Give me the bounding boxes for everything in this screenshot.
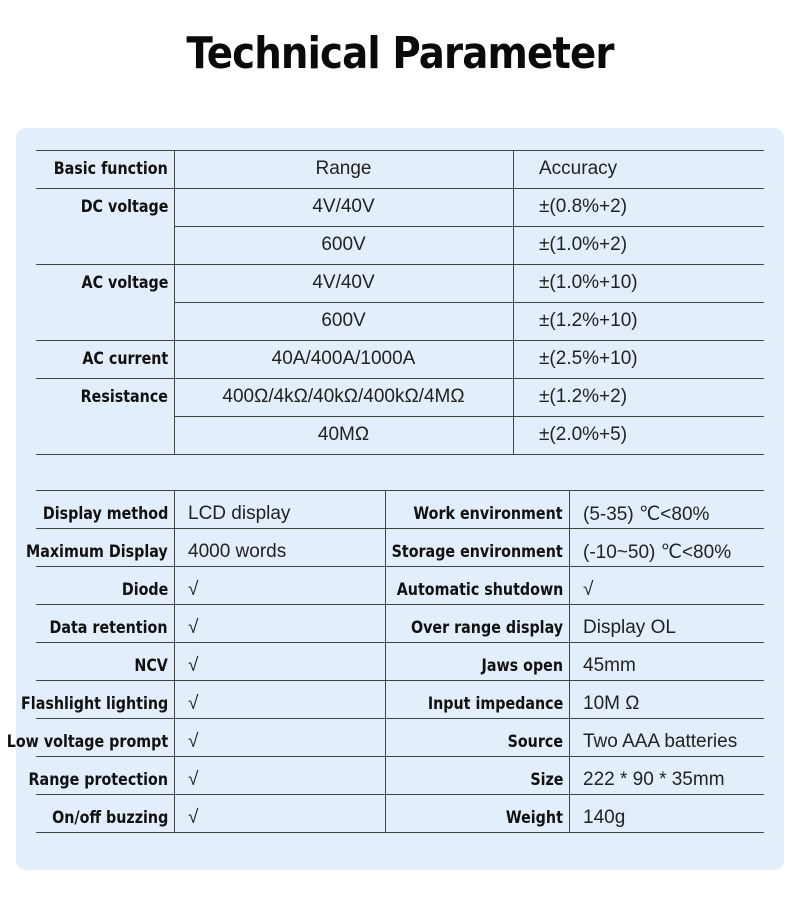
column-divider [569, 490, 570, 832]
spec-label: Jaws open [481, 656, 563, 676]
table-row-divider [174, 302, 764, 303]
table-row-divider [36, 264, 764, 265]
function-label: AC current [82, 349, 168, 369]
spec-label: Flashlight lighting [20, 694, 168, 714]
accuracy-cell: ±(0.8%+2) [539, 196, 628, 217]
table-row-divider [36, 794, 764, 795]
table-row-divider [36, 718, 764, 719]
table-row-divider [36, 642, 764, 643]
table-row-divider [36, 378, 764, 379]
range-cell: 600V [321, 234, 366, 255]
column-divider [174, 150, 175, 454]
spec-value: 222 * 90 * 35mm [583, 769, 725, 790]
table-row-divider [36, 528, 764, 529]
spec-value: 4000 words [188, 541, 287, 562]
accuracy-cell: ±(1.2%+2) [539, 386, 628, 407]
table-row-divider [36, 756, 764, 757]
spec-label: Over range display [410, 618, 563, 638]
spec-label: Work environment [413, 504, 563, 524]
spec-label: Range protection [28, 770, 168, 790]
spec-label: Size [529, 770, 563, 790]
table-row-divider [36, 188, 764, 189]
spec-label: Display method [42, 504, 168, 524]
range-cell: 600V [321, 310, 366, 331]
function-label: Resistance [80, 387, 168, 407]
spec-value: √ [583, 579, 594, 600]
spec-value: √ [188, 731, 199, 752]
range-cell: 4V/40V [312, 196, 375, 217]
column-divider [174, 490, 175, 832]
function-label: DC voltage [80, 197, 168, 217]
spec-label: Input impedance [427, 694, 563, 714]
table-row-divider [36, 680, 764, 681]
spec-label: NCV [134, 656, 168, 676]
column-divider [513, 150, 514, 454]
spec-value: √ [188, 579, 199, 600]
header-accuracy: Accuracy [539, 158, 618, 179]
spec-value: 10M Ω [583, 693, 640, 714]
accuracy-cell: ±(1.0%+10) [539, 272, 638, 293]
page-title: Technical Parameter [186, 28, 614, 79]
spec-value: (-10~50) ℃<80% [583, 542, 732, 563]
spec-label: Automatic shutdown [396, 580, 563, 600]
spec-value: √ [188, 617, 199, 638]
spec-value: √ [188, 655, 199, 676]
spec-value: 45mm [583, 655, 636, 676]
range-cell: 40MΩ [317, 424, 370, 445]
spec-label: Diode [121, 580, 168, 600]
range-cell: 4V/40V [312, 272, 375, 293]
table-row-divider [36, 454, 764, 455]
spec-value: Display OL [583, 617, 676, 638]
table-row-divider [36, 340, 764, 341]
table-row-divider [174, 226, 764, 227]
spec-label: Weight [505, 808, 563, 828]
table-border-top [36, 490, 764, 491]
spec-value: √ [188, 807, 199, 828]
spec-value: 140g [583, 807, 626, 828]
header-range: Range [315, 158, 372, 179]
spec-label: Low voltage prompt [6, 732, 168, 752]
function-label: AC voltage [81, 273, 168, 293]
accuracy-cell: ±(1.0%+2) [539, 234, 628, 255]
header-basic-function: Basic function [53, 159, 168, 179]
spec-label: Data retention [49, 618, 168, 638]
spec-value: LCD display [188, 503, 291, 524]
table-row-divider [36, 566, 764, 567]
table-row-divider [174, 416, 764, 417]
accuracy-cell: ±(2.0%+5) [539, 424, 628, 445]
spec-value: (5-35) ℃<80% [583, 504, 710, 525]
range-cell: 40A/400A/1000A [271, 348, 416, 369]
table-border-top [36, 150, 764, 151]
table-row-divider [36, 604, 764, 605]
spec-label: On/off buzzing [51, 808, 168, 828]
accuracy-cell: ±(1.2%+10) [539, 310, 638, 331]
range-cell: 400Ω/4kΩ/40kΩ/400kΩ/4MΩ [222, 386, 465, 407]
spec-label: Source [507, 732, 563, 752]
spec-value: Two AAA batteries [583, 731, 738, 752]
table-row-divider [36, 832, 764, 833]
spec-value: √ [188, 693, 199, 714]
accuracy-cell: ±(2.5%+10) [539, 348, 638, 369]
spec-label: Storage environment [391, 542, 563, 562]
spec-label: Maximum Display [26, 542, 168, 562]
column-divider [385, 490, 386, 832]
spec-value: √ [188, 769, 199, 790]
